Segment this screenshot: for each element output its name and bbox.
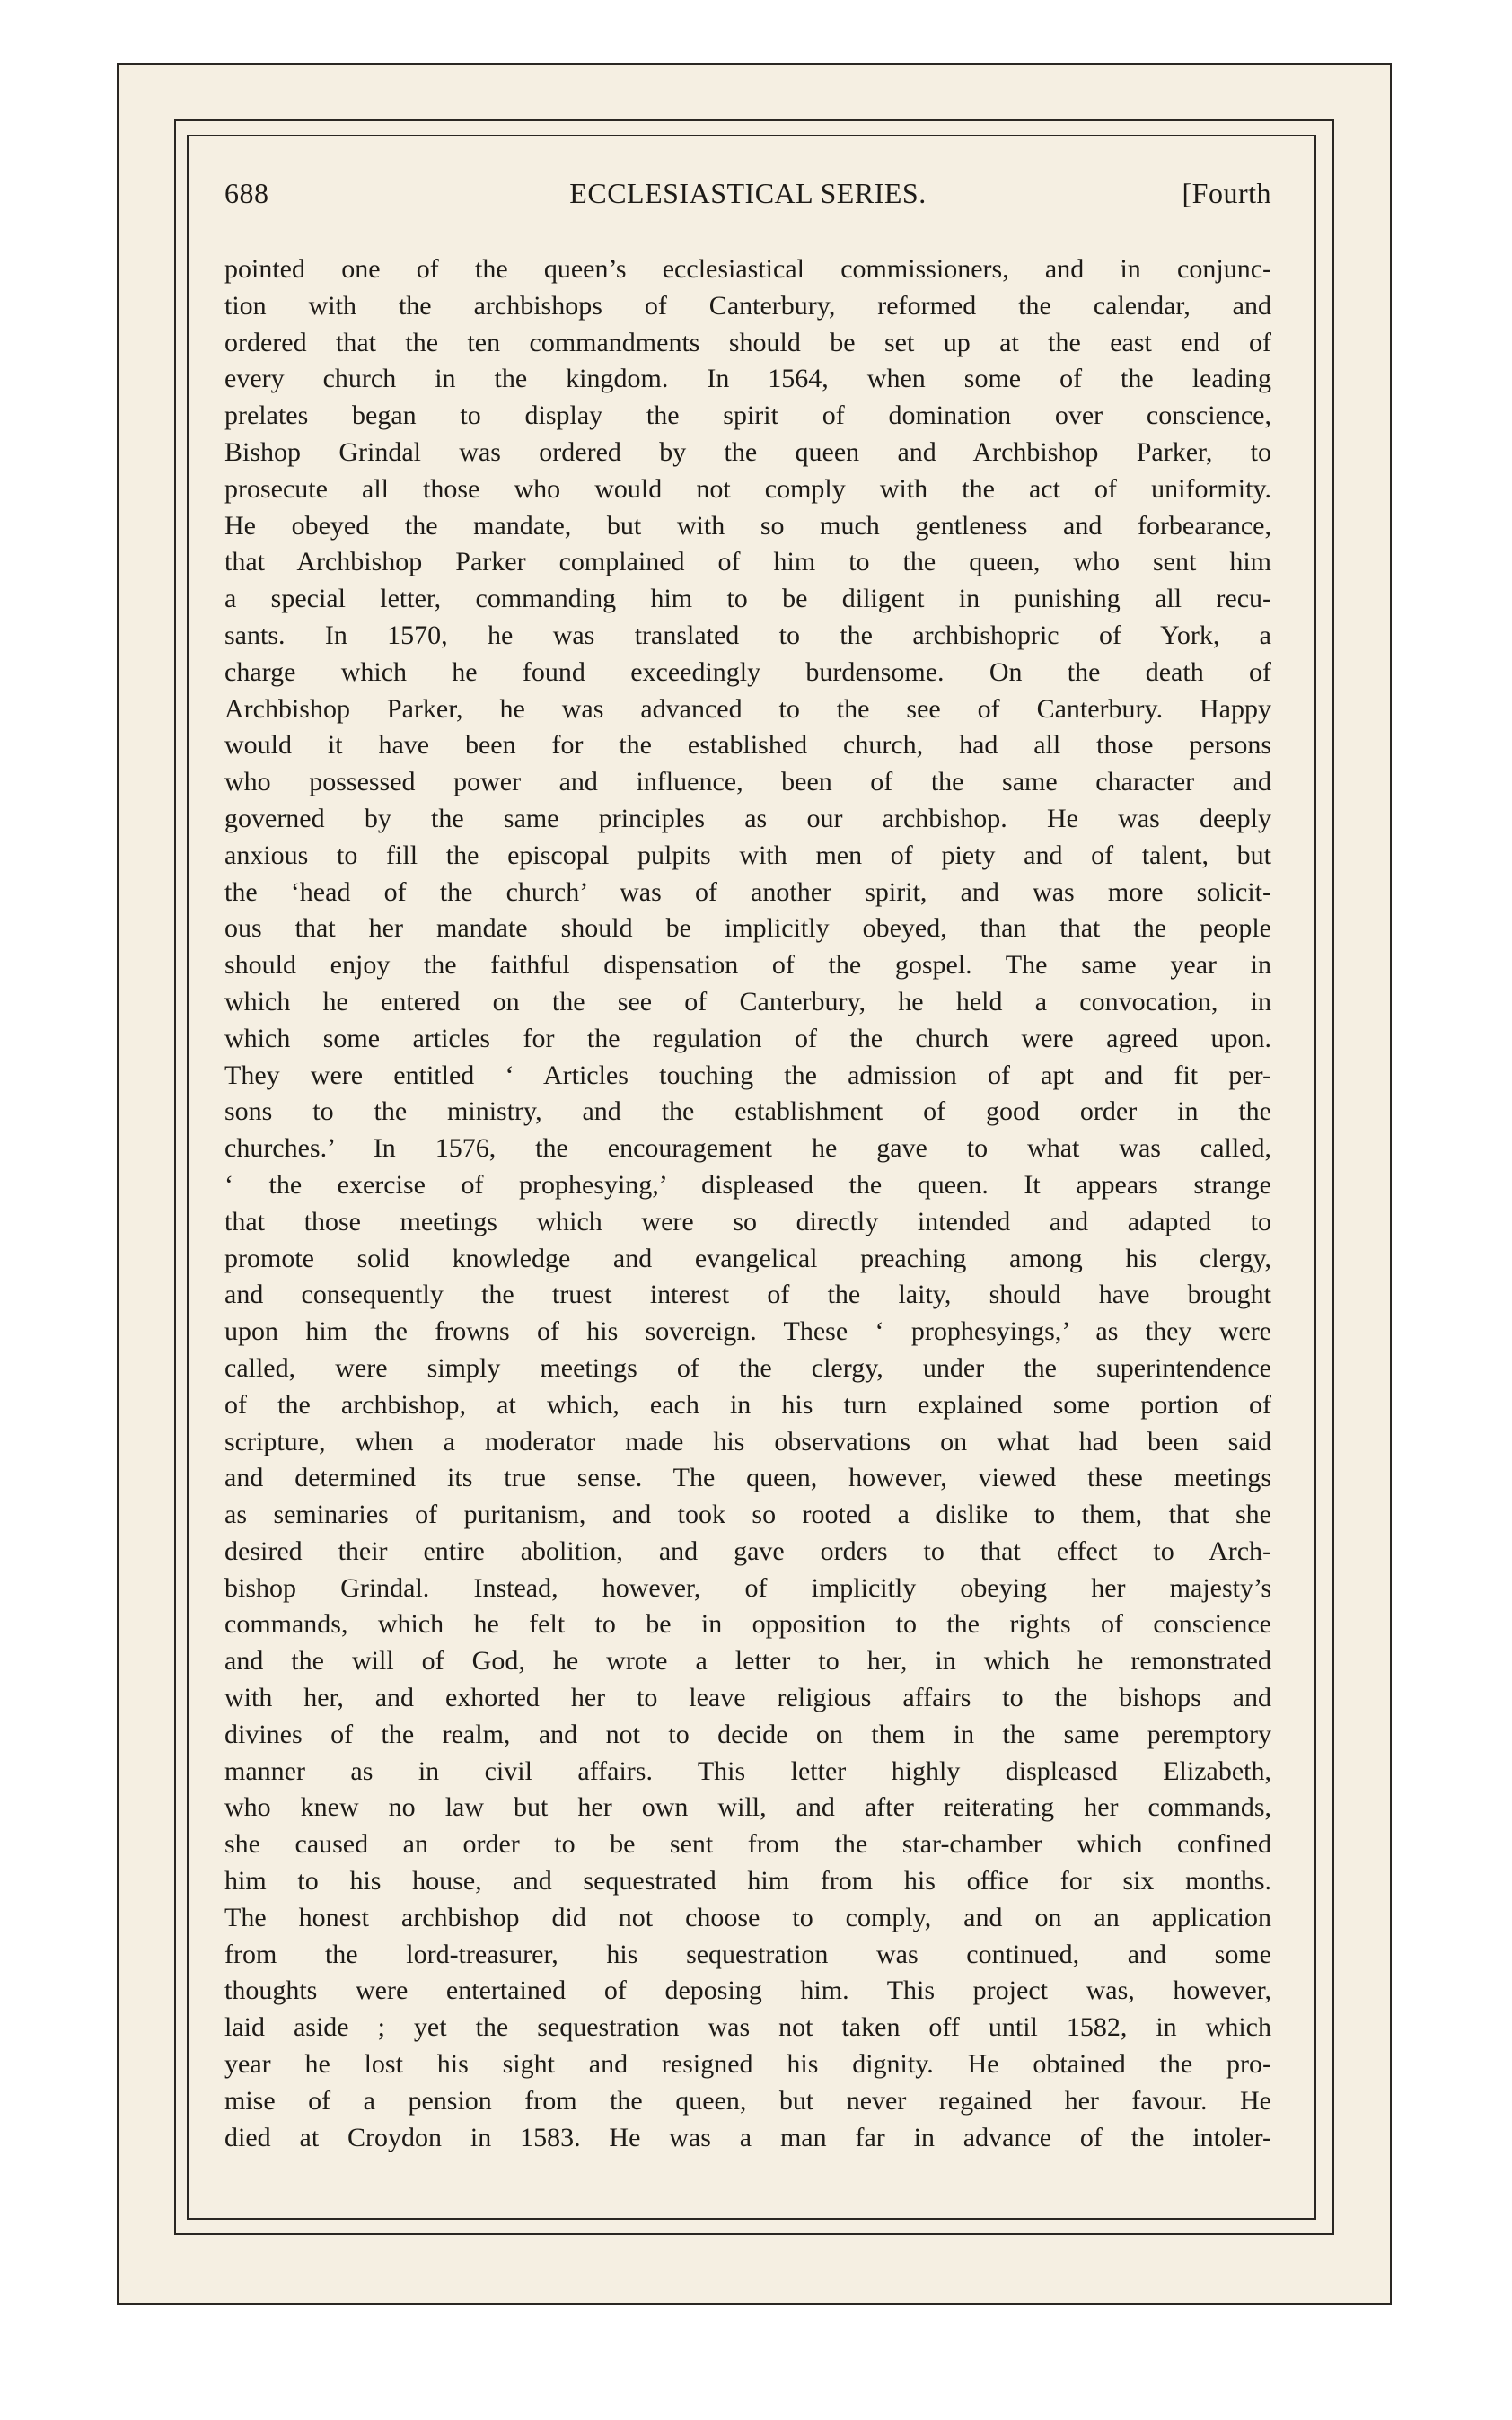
text-line: and the will of God, he wrote a letter to her, in which he remonstrated [224,1646,1271,1676]
inner-frame-right-rule-2 [1332,119,1334,2235]
text-line: she caused an order to be sent from the star-chamber which confined [224,1829,1271,1860]
text-line: churches.’ In 1576, the encouragement he gave to what was called, [224,1133,1271,1164]
text-line: divines of the realm, and not to decide on them in the same peremptory [224,1719,1271,1749]
text-line: laid aside ; yet the sequestration was not taken off until 1582, in which [224,2012,1271,2043]
text-line: which he entered on the see of Canterbury, he held a convocation, in [224,986,1271,1016]
outer-frame-right-rule [1390,63,1392,2305]
outer-frame-bottom-rule [117,2303,1392,2305]
text-line: a special letter, commanding him to be diligent in punishing all recu- [224,584,1271,614]
text-line: who knew no law but her own will, and after reiterating her commands, [224,1792,1271,1823]
text-line: The honest archbishop did not choose to comply, and on an application [224,1902,1271,1932]
outer-frame-left-rule [117,63,119,2305]
text-line: ‘ the exercise of prophesying,’ displeased the queen. It appears strange [224,1169,1271,1200]
text-line: and consequently the truest interest of the laity, should have brought [224,1280,1271,1310]
text-line: scripture, when a moderator made his observations on what had been said [224,1426,1271,1456]
section-marker: [Fourth [1182,177,1271,209]
text-line: year he lost his sight and resigned his dignity. He obtained the pro- [224,2049,1271,2080]
text-line: mise of a pension from the queen, but never regained her favour. He [224,2085,1271,2116]
text-line: him to his house, and sequestrated him from his office for six months. [224,1866,1271,1896]
text-line: which some articles for the regulation of the church were agreed upon. [224,1023,1271,1053]
text-line: with her, and exhorted her to leave religious affairs to the bishops and [224,1683,1271,1713]
text-line: manner as in civil affairs. This letter highly displeased Elizabeth, [224,1756,1271,1786]
text-line: as seminaries of puritanism, and took so rooted a dislike to them, that she [224,1500,1271,1530]
text-line: charge which he found exceedingly burdensome. On the death of [224,656,1271,687]
text-line: the ‘head of the church’ was of another spirit, and was more solicit- [224,876,1271,907]
text-line: upon him the frowns of his sovereign. These ‘ prophesyings,’ as they were [224,1316,1271,1347]
body-text [224,251,1271,2156]
text-line: sons to the ministry, and the establishment of good order in the [224,1096,1271,1127]
text-line: of the archbishop, at which, each in his turn explained some portion of [224,1389,1271,1420]
text-line: prosecute all those who would not comply with the act of uniformity. [224,473,1271,504]
inner-frame-left-rule [174,119,176,2235]
text-line: should enjoy the faithful dispensation of the gospel. The same year in [224,950,1271,981]
text-line: promote solid knowledge and evangelical preaching among his clergy, [224,1243,1271,1273]
inner-frame-bottom-rule [187,2218,1316,2220]
text-line: Bishop Grindal was ordered by the queen and Archbishop Parker, to [224,436,1271,467]
text-line: would it have been for the established church, had all those persons [224,730,1271,761]
text-line: commands, which he felt to be in opposition to the rights of conscience [224,1609,1271,1640]
text-line: and determined its true sense. The queen, however, viewed these meetings [224,1463,1271,1493]
inner-frame-bottom-rule-2 [174,2233,1334,2235]
text-line: ordered that the ten commandments should be set up at the east end of [224,327,1271,357]
text-line: every church in the kingdom. In 1564, when some of the leading [224,364,1271,394]
text-line: who possessed power and influence, been of the same character and [224,767,1271,797]
text-line: prelates began to display the spirit of domination over conscience, [224,400,1271,431]
text-line: Archbishop Parker, he was advanced to the see of Canterbury. Happy [224,693,1271,724]
text-line: from the lord-treasurer, his sequestration was continued, and some [224,1939,1271,1969]
text-line: tion with the archbishops of Canterbury, reformed the calendar, and [224,290,1271,321]
text-line: sants. In 1570, he was translated to the archbishopric of York, a [224,620,1271,650]
text-line: desired their entire abolition, and gave orders to that effect to Arch- [224,1536,1271,1566]
text-line: They were entitled ‘ Articles touching the admission of apt and fit per- [224,1060,1271,1090]
inner-frame-right-rule [1314,135,1316,2220]
text-line: anxious to fill the episcopal pulpits with men of piety and of talent, but [224,840,1271,870]
running-title: ECCLESIASTICAL SERIES. [569,177,927,209]
text-line: that Archbishop Parker complained of him to the queen, who sent him [224,547,1271,577]
text-line: died at Croydon in 1583. He was a man far in advance of the intoler- [224,2122,1271,2152]
text-line: He obeyed the mandate, but with so much gentleness and forbearance, [224,510,1271,541]
inner-frame-top-rule-2 [187,135,1316,136]
text-line: governed by the same principles as our archbishop. He was deeply [224,803,1271,833]
running-header [224,177,1271,218]
inner-frame-left-rule-2 [187,135,189,2220]
text-line: bishop Grindal. Instead, however, of implicitly obeying her majesty’s [224,1572,1271,1603]
page-number: 688 [224,177,269,209]
outer-frame-top-rule [117,63,1392,65]
text-line: called, were simply meetings of the clergy, under the superintendence [224,1352,1271,1383]
text-line: ous that her mandate should be implicitly obeyed, than that the people [224,913,1271,944]
inner-frame-top-rule [174,119,1334,121]
text-line: that those meetings which were so directly intended and adapted to [224,1206,1271,1236]
text-line: pointed one of the queen’s ecclesiastical commissioners, and in conjunc- [224,254,1271,284]
text-line: thoughts were entertained of deposing him. This project was, however, [224,1976,1271,2006]
